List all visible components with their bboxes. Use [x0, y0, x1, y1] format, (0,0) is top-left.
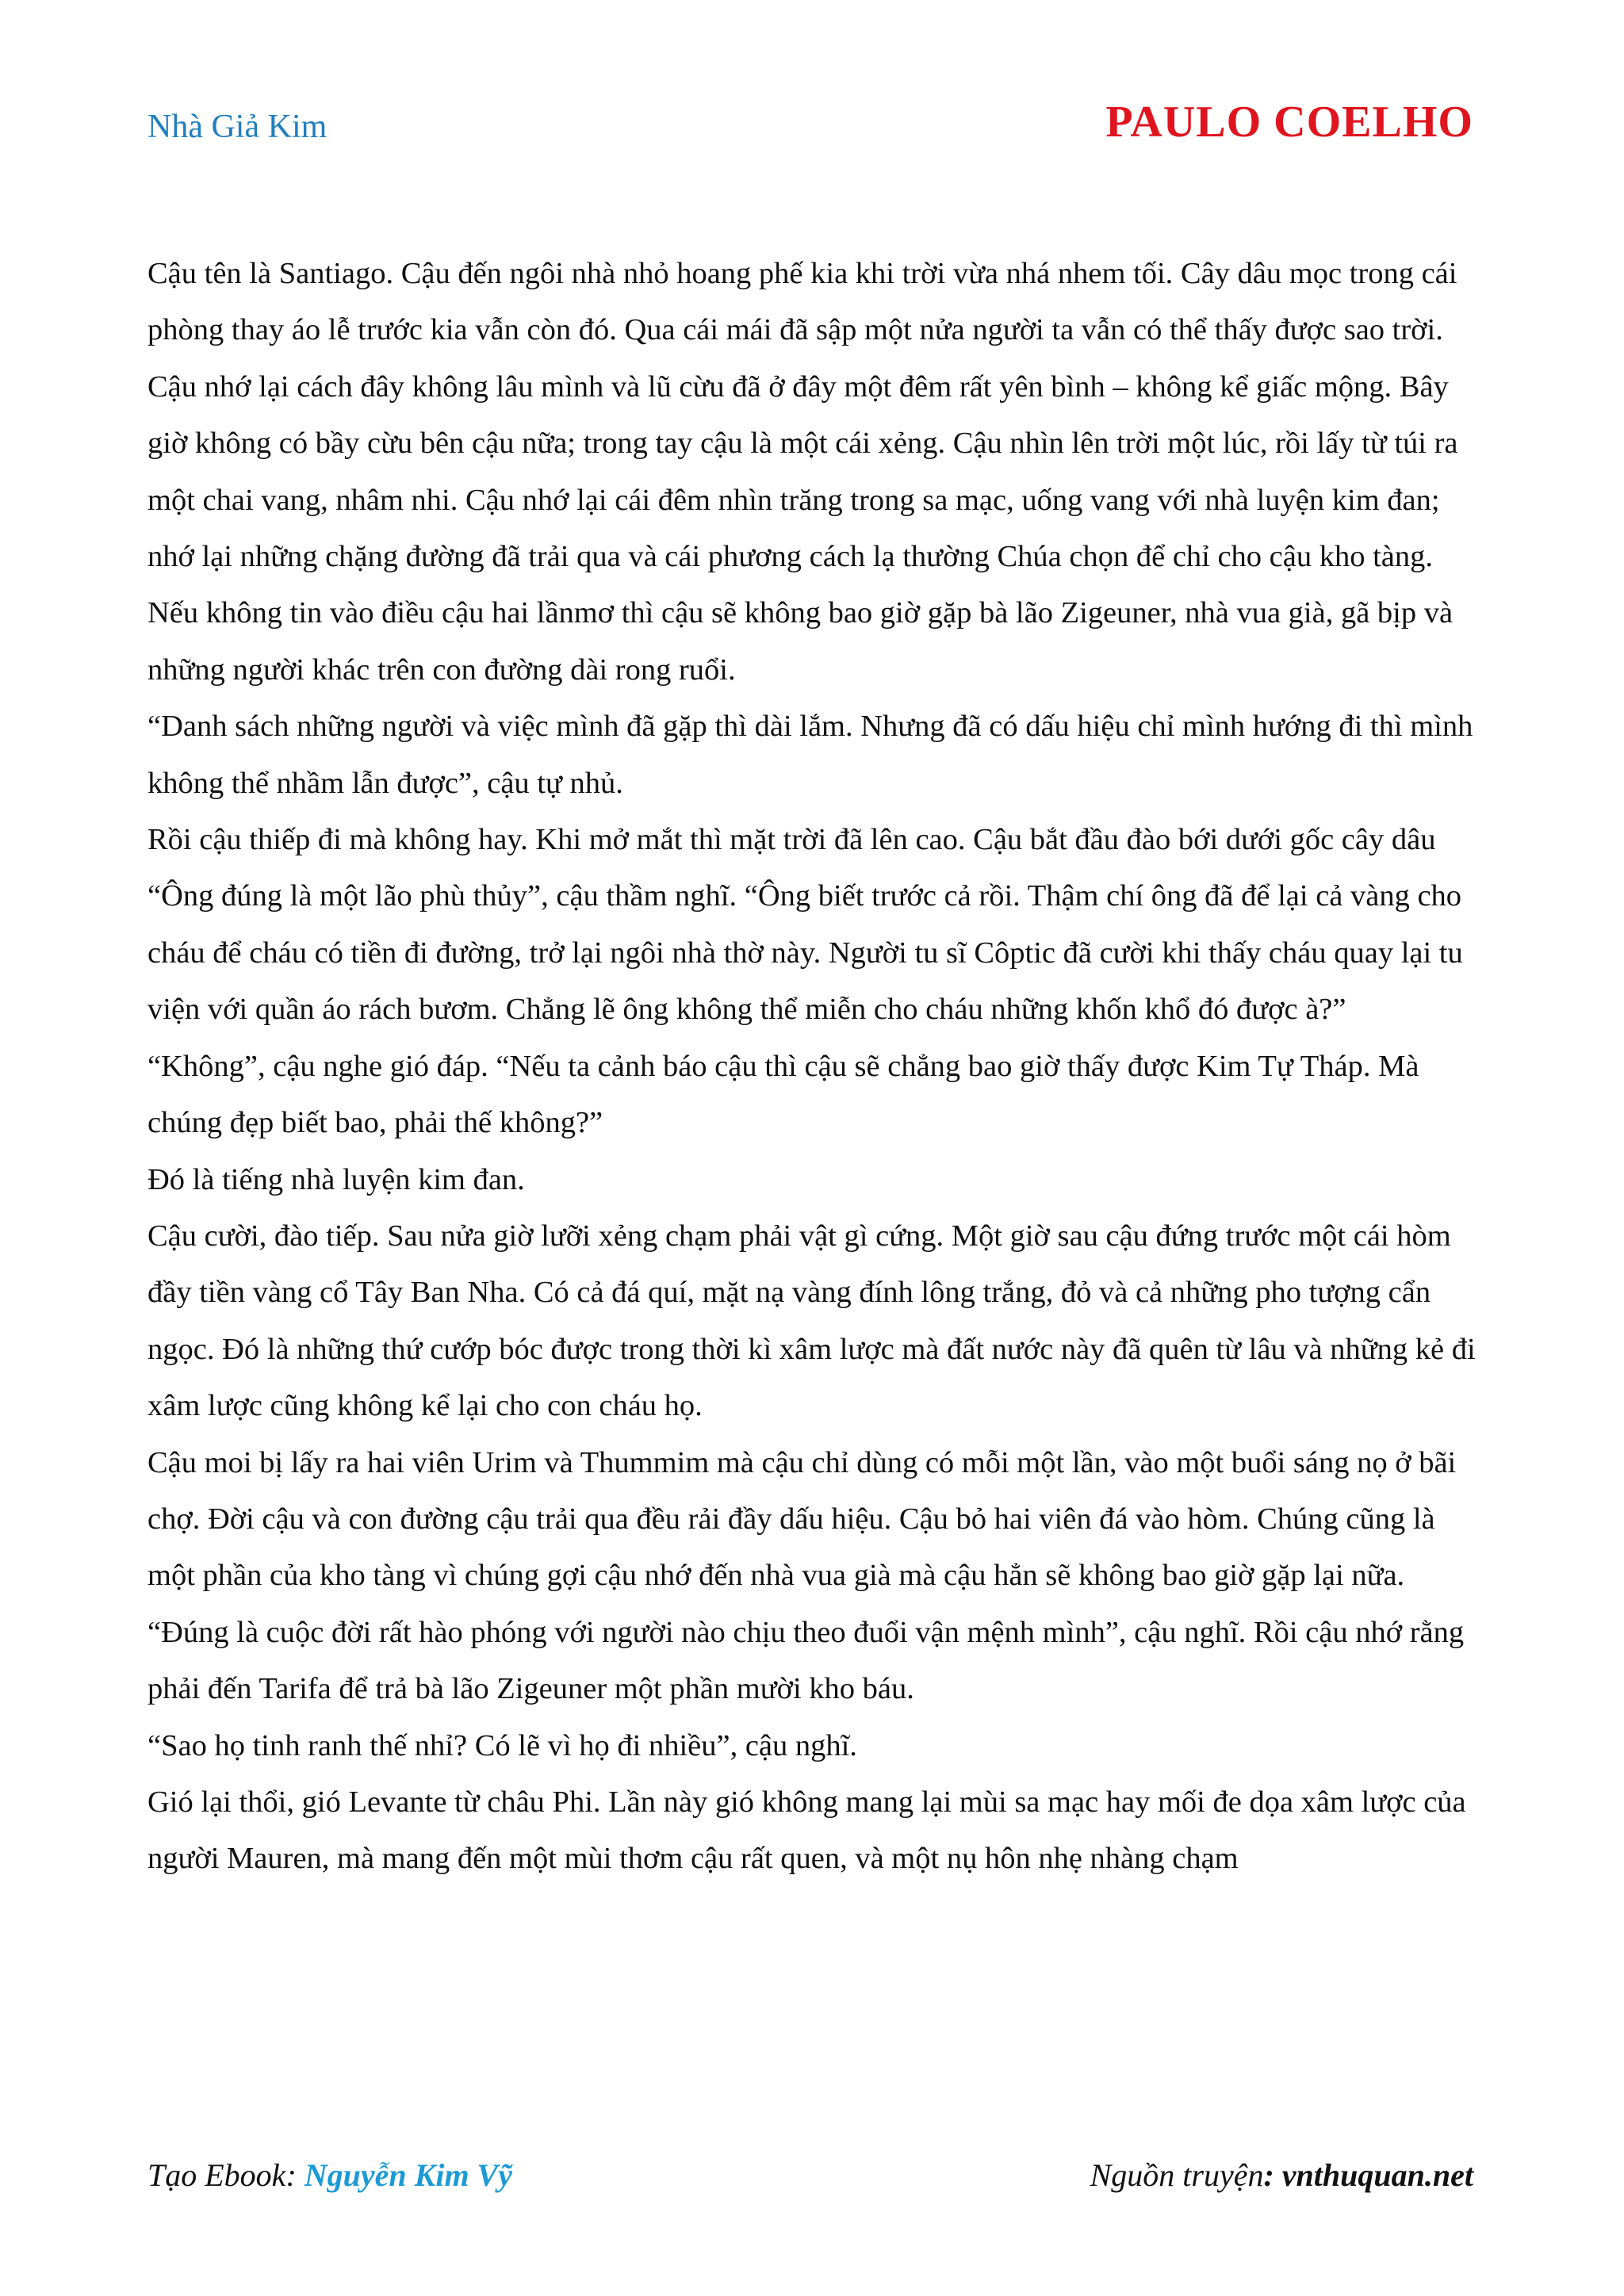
paragraph: “Đúng là cuộc đời rất hào phóng với người nào chịu theo đuổi vận mệnh mình”, cậu nghĩ. Rồi cậu nhớ rằng phải đến Tarifa để trả bà lão Zigeuner một phần mười kho báu.	[147, 1615, 1465, 1706]
ebook-credit-separator: :	[285, 2157, 304, 2193]
body-text	[147, 246, 1480, 1888]
paragraph: “Danh sách những người và việc mình đã gặp thì dài lắm. Nhưng đã có dấu hiệu chỉ mình hướng đi thì mình không thể nhầm lẫn được”, cậu tự nhủ.	[147, 710, 1473, 800]
paragraph: “Sao họ tinh ranh thế nhỉ? Có lẽ vì họ đi nhiều”, cậu nghĩ.	[147, 1728, 857, 1762]
paragraph: Cậu cười, đào tiếp. Sau nửa giờ lưỡi xẻng chạm phải vật gì cứng. Một giờ sau cậu đứng trước một cái hòm đầy tiền vàng cổ Tây Ban Nha. Có cả đá quí, mặt nạ vàng đính lông trắng, đỏ và cả những pho tượng cẩn ngọc. Đó là những thứ cướp bóc được trong thời kì xâm lược mà đất nước này đã quên từ lâu và những kẻ đi xâm lược cũng không kể lại cho con cháu họ.	[147, 1219, 1476, 1423]
book-title: Nhà Giả Kim	[147, 109, 327, 145]
page-footer	[147, 2156, 1473, 2204]
paragraph: Rồi cậu thiếp đi mà không hay. Khi mở mắt thì mặt trời đã lên cao. Cậu bắt đầu đào bới dưới gốc cây dâu	[147, 823, 1436, 857]
source-credit	[1090, 2156, 1473, 2194]
ebook-credit-label: Tạo Ebook	[147, 2157, 286, 2193]
page-header	[147, 97, 1473, 160]
ebook-creator-name: Nguyễn Kim Vỹ	[304, 2157, 512, 2193]
paragraph: Đó là tiếng nhà luyện kim đan.	[147, 1162, 525, 1196]
source-credit-label: Nguồn truyện	[1090, 2157, 1264, 2193]
source-site: vnthuquan.net	[1281, 2157, 1473, 2193]
paragraph: “Ông đúng là một lão phù thủy”, cậu thầm nghĩ. “Ông biết trước cả rồi. Thậm chí ông đã để lại cả vàng cho cháu để cháu có tiền đi đường, trở lại ngôi nhà thờ này. Người tu sĩ Côptic đã cười khi thấy cháu quay lại tu viện với quần áo rách bươm. Chẳng lẽ ông không thể miễn cho cháu những khốn khổ đó được à?”	[147, 879, 1463, 1027]
paragraph: Gió lại thổi, gió Levante từ châu Phi. Lần này gió không mang lại mùi sa mạc hay mối đe dọa xâm lược của người Mauren, mà mang đến một mùi thơm cậu rất quen, và một nụ hôn nhẹ nhàng chạm	[147, 1785, 1466, 1876]
paragraph: Cậu moi bị lấy ra hai viên Urim và Thummim mà cậu chỉ dùng có mỗi một lần, vào một buổi sáng nọ ở bãi chợ. Đời cậu và con đường cậu trải qua đều rải đầy dấu hiệu. Cậu bỏ hai viên đá vào hòm. Chúng cũng là một phần của kho tàng vì chúng gợi cậu nhớ đến nhà vua già mà cậu hẳn sẽ không bao giờ gặp lại nữa.	[147, 1445, 1457, 1593]
source-credit-separator: :	[1263, 2157, 1282, 2193]
paragraph: “Không”, cậu nghe gió đáp. “Nếu ta cảnh báo cậu thì cậu sẽ chẳng bao giờ thấy được Kim Tự Tháp. Mà chúng đẹp biết bao, phải thế không?”	[147, 1049, 1419, 1140]
ebook-credit	[147, 2156, 512, 2194]
author-name: PAULO COELHO	[1105, 98, 1473, 147]
paragraph: Cậu tên là Santiago. Cậu đến ngôi nhà nhỏ hoang phế kia khi trời vừa nhá nhem tối. Cây dâu mọc trong cái phòng thay áo lễ trước kia vẫn còn đó. Qua cái mái đã sập một nửa người ta vẫn có thể thấy được sao trời. Cậu nhớ lại cách đây không lâu mình và lũ cừu đã ở đây một đêm rất yên bình – không kể giấc mộng. Bây giờ không có bầy cừu bên cậu nữa; trong tay cậu là một cái xẻng. Cậu nhìn lên trời một lúc, rồi lấy từ túi ra một chai vang, nhâm nhi. Cậu nhớ lại cái đêm nhìn trăng trong sa mạc, uống vang với nhà luyện kim đan; nhớ lại những chặng đường đã trải qua và cái phương cách lạ thường Chúa chọn để chỉ cho cậu kho tàng. Nếu không tin vào điều cậu hai lầnmơ thì cậu sẽ không bao giờ gặp bà lão Zigeuner, nhà vua già, gã bịp và những người khác trên con đường dài rong ruổi.	[147, 257, 1458, 687]
